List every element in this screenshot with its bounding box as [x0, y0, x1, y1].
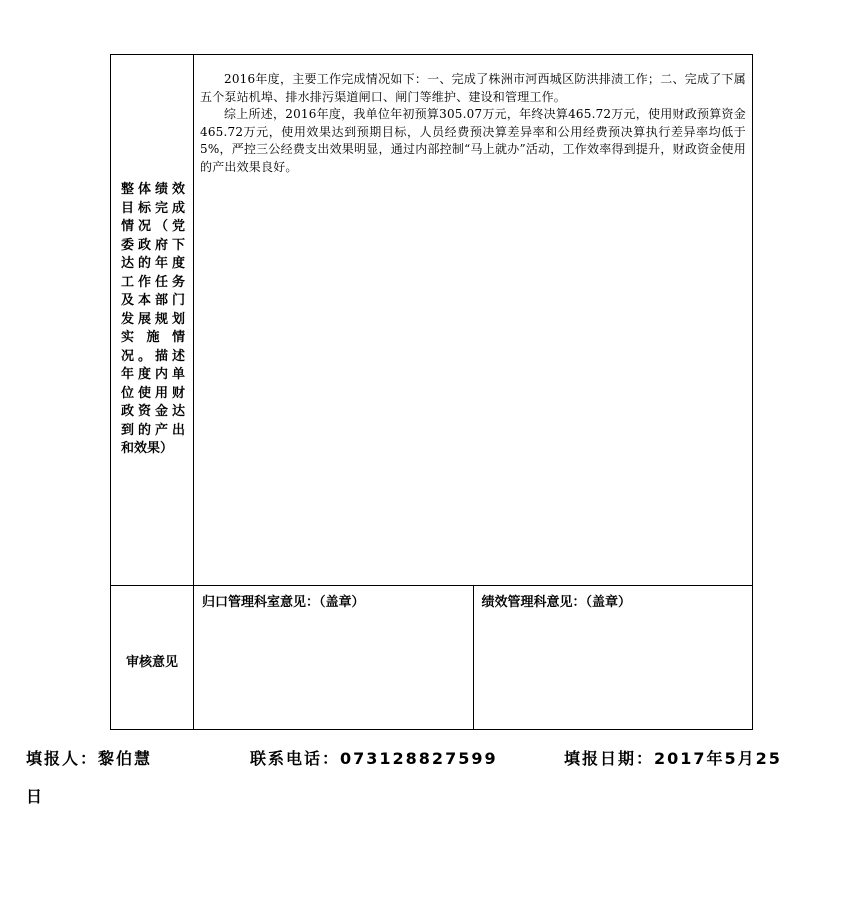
performance-row [111, 55, 753, 586]
fill-date-field: 填报日期：2017年5月25 [564, 749, 782, 768]
review-row [111, 586, 753, 730]
performance-form-table [110, 54, 753, 730]
performance-paragraph-2: 综上所述，2016年度，我单位年初预算305.07万元，年终决算465.72万元，使用财政预算资金465.72万元，使用效果达到预期目标，人员经费预决算差异率和公用经费预决算执行差异率均低于5%，严控三公经费支出效果明显，通过内部控制“马上就办”活动，工作效率得到提升，财政资金使用的产出效果良好。 [200, 107, 746, 174]
performance-content [194, 55, 752, 176]
performance-label-cell [111, 55, 194, 586]
performance-label: 整体绩效目标完成情况（党委政府下达的年度工作任务及本部门发展规划实施情况。描述年度内单位使用财政资金达到的产出和效果） [121, 182, 185, 457]
performance-paragraph-1: 2016年度，主要工作完成情况如下：一、完成了株洲市河西城区防洪排渍工作；二、完成了下属五个泵站机埠、排水排污渠道闸口、闸门等维护、建设和管理工作。 [200, 72, 746, 104]
filler-field: 填报人：黎伯慧 [26, 749, 153, 768]
performance-content-cell [194, 55, 753, 586]
review-label-cell [111, 586, 194, 730]
phone-field: 联系电话：073128827599 [250, 749, 498, 768]
department-opinion-title: 归口管理科室意见：（盖章） [202, 595, 365, 610]
review-label: 审核意见 [125, 655, 178, 670]
review-left-cell [194, 586, 474, 730]
review-right-cell [473, 586, 753, 730]
performance-opinion-title: 绩效管理科意见：（盖章） [481, 595, 632, 610]
fill-date-continuation: 日 [26, 787, 45, 806]
